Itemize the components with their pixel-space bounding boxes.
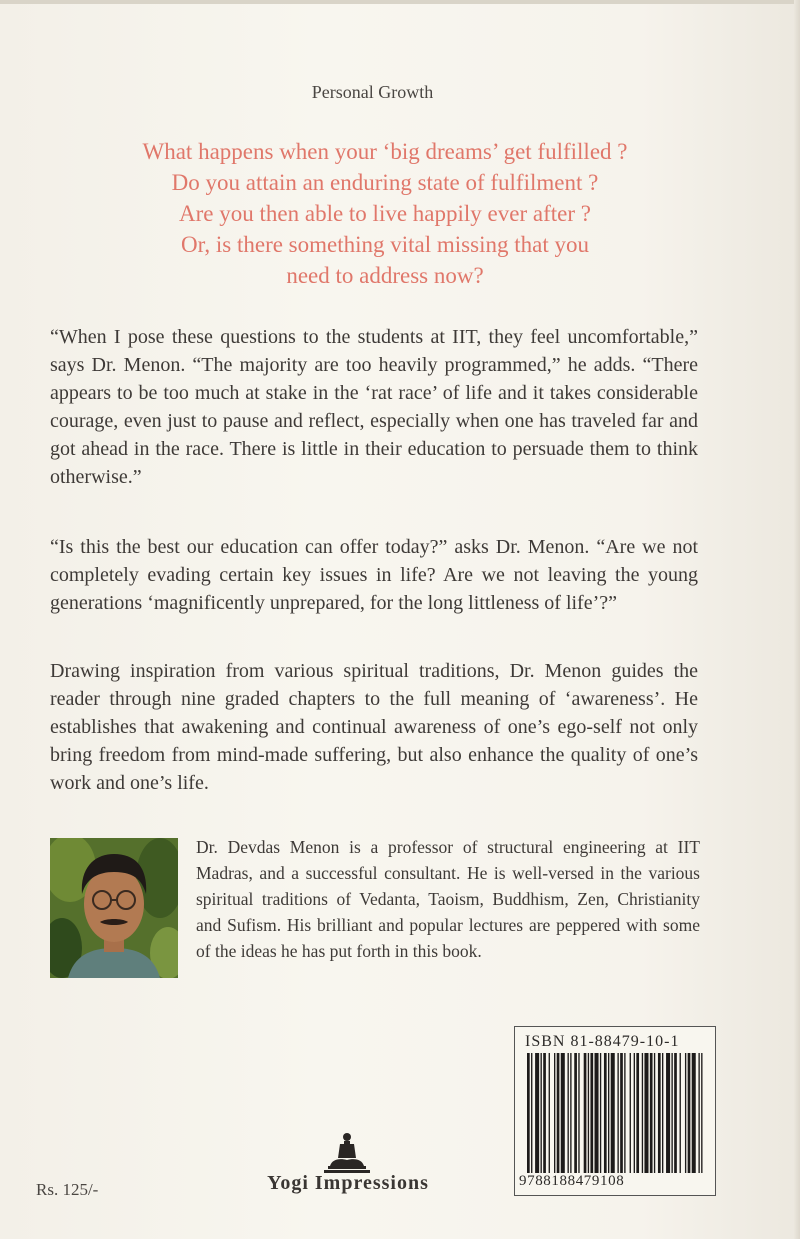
barcode-bar [604,1053,607,1181]
blurb-paragraph-1: “When I pose these questions to the students at IIT, they feel uncomfortable,” says Dr. Menon. “The majority are too heavily programmed,” he adds. “There appears to be too much at stake in the ‘rat race’ of life and it takes considerable courage, even just to pause and reflect, especially when one has traveled far and got ahead in the race. There is little in their education to persuade them to think otherwise.” [50,326,698,488]
question-line: What happens when your ‘big dreams’ get fulfilled ? [142,139,628,164]
barcode-bar [600,1053,601,1181]
barcode-bar [590,1053,593,1181]
right-edge [794,0,800,1239]
author-bio: Dr. Devdas Menon is a professor of structural engineering at IIT Madras, and a successful consultant. He is well-versed in the various spiritual traditions of Vedanta, Taoism, Buddhism, Zen, Christianity and Sufism. His brilliant and popular lectures are peppered with some of the ideas he has put forth in this book. [196,837,700,961]
barcode-bar [568,1053,569,1181]
barcode-bar [584,1053,587,1181]
barcode-bar [535,1053,539,1181]
barcode-bar [549,1053,550,1181]
category-label: Personal Growth [311,82,434,102]
barcode-bar [636,1053,639,1181]
barcode-number: 9788188479108 [519,1173,711,1190]
barcode-bar [630,1053,631,1181]
question-line: need to address now? [286,263,484,288]
barcode-icon [525,1053,705,1181]
barcode-bar [674,1053,677,1181]
barcode-bar [617,1053,618,1181]
publisher-name: Yogi Impressions [267,1172,429,1194]
barcode-bar [541,1053,542,1181]
barcode-bar [527,1053,530,1181]
barcode-bar [692,1053,696,1181]
barcode-bar [588,1053,589,1181]
barcode-bar [650,1053,653,1181]
barcode-bar [608,1053,609,1181]
question-block [60,136,710,291]
yogi-meditation-logo-icon [322,1132,372,1174]
barcode-bar [557,1053,560,1181]
question-line: Do you attain an enduring state of fulfilment ? [171,170,599,195]
barcode-bar [554,1053,555,1181]
barcode-bar [680,1053,681,1181]
barcode-bar [578,1053,579,1181]
barcode-bar [701,1053,702,1181]
author-photo [50,838,178,978]
barcode-bar [671,1053,672,1181]
barcode-bar [658,1053,661,1181]
barcode-bar [561,1053,565,1181]
barcode-bar [685,1053,686,1181]
barcode-bar [666,1053,670,1181]
barcode-bar [574,1053,577,1181]
barcode-bar [688,1053,691,1181]
barcode-bar [634,1053,635,1181]
isbn-label: ISBN 81-88479-10-1 [525,1033,680,1050]
barcode-bar [662,1053,663,1181]
question-line: Are you then able to live happily ever after ? [179,201,591,226]
barcode-bar [543,1053,546,1181]
barcode-bar [611,1053,615,1181]
question-line: Or, is there something vital missing that you [181,232,589,257]
blurb-paragraph-3: Drawing inspiration from various spiritual traditions, Dr. Menon guides the reader through nine graded chapters to the full meaning of ‘awareness’. He establishes that awakening and continual awareness of one’s ego-self not only bring freedom from mind-made suffering, but also enhance the quality of one’s work and one’s life. [50,660,698,794]
barcode-bar [595,1053,599,1181]
barcode-bar [642,1053,643,1181]
barcode-bar [698,1053,699,1181]
isbn-barcode-box [514,1026,716,1196]
barcode-bar [644,1053,648,1181]
barcode-bar [624,1053,625,1181]
barcode-bar [620,1053,623,1181]
blurb-paragraph-2: “Is this the best our education can offer today?” asks Dr. Menon. “Are we not completely evading certain key issues in life? Are we not leaving the young generations ‘magnificently unprepared, for the long littleness of life’?” [50,536,698,614]
author-portrait-image [50,838,178,978]
barcode-bar [531,1053,532,1181]
barcode-bar [570,1053,571,1181]
barcode-bar [654,1053,655,1181]
top-edge [0,0,800,4]
price-label: Rs. 125/- [36,1180,99,1199]
